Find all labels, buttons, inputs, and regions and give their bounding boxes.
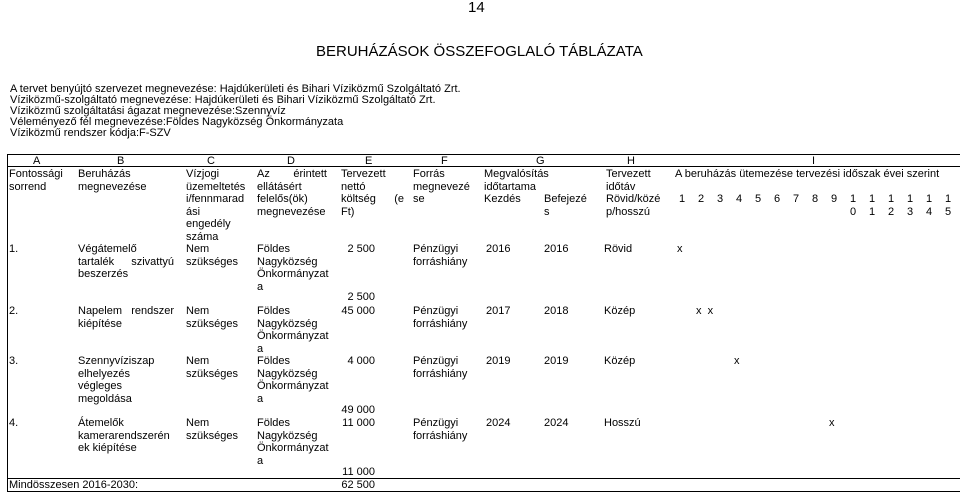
row-source: Pénzügyi forráshiány — [413, 417, 468, 442]
row-horizon: Hosszú — [604, 417, 641, 429]
column-letter-f: F — [441, 155, 448, 167]
total-label: Mindösszesen 2016-2030: — [9, 479, 139, 491]
row-start: 2017 — [486, 305, 511, 317]
row-horizon: Rövid — [604, 243, 633, 255]
row-horizon: Közép — [604, 305, 636, 317]
page-number: 14 — [468, 0, 485, 16]
year-5: 5 — [754, 193, 762, 205]
header-line-submitter: A tervet benyújtó szervezet megnevezése: Hajdúkerületi és Bihari Víziközmű Szolgáltató Zrt. — [10, 83, 461, 95]
header-responsible: Az érintett ellátásért felelős(ök) megnevezése — [257, 168, 327, 218]
row-cost: 4 000 — [347, 355, 375, 367]
header-end: Befejezé s — [544, 193, 587, 218]
page-title: BERUHÁZÁSOK ÖSSZEFOGLALÓ TÁBLÁZATA — [316, 43, 643, 60]
row-start: 2019 — [486, 355, 511, 367]
row-start: 2024 — [486, 417, 511, 429]
header-line-system-code: Víziközmű rendszer kódja:F-SZV — [10, 127, 171, 139]
header-start: Kezdés — [484, 193, 521, 205]
header-horizon: Tervezett időtáv — [606, 168, 651, 193]
row-permit: Nem szükséges — [186, 243, 238, 268]
row-cost: 2 500 — [347, 243, 375, 255]
row-schedule-marks: x — [734, 355, 740, 367]
year-13: 1 3 — [906, 193, 914, 218]
header-project-name: Beruházás megnevezése — [78, 168, 147, 193]
column-letter-a: A — [33, 155, 41, 167]
year-1: 1 — [678, 193, 686, 205]
row-project-name: Végátemelő tartalék szivattyú beszerzés — [78, 243, 174, 280]
year-7: 7 — [792, 193, 800, 205]
year-12: 1 2 — [887, 193, 895, 218]
header-horizon-sub: Rövid/közé p/hosszú — [606, 193, 661, 218]
subtotal-cost: 2 500 — [347, 291, 375, 303]
header-priority: Fontossági sorrend — [9, 168, 63, 193]
row-end: 2018 — [544, 305, 569, 317]
row-start: 2016 — [486, 243, 511, 255]
header-cost: Tervezett nettó költség (e Ft) — [341, 168, 404, 218]
year-11: 1 1 — [868, 193, 876, 218]
subtotal-cost: 11 000 — [342, 466, 375, 478]
row-project-name: Napelem rendszer kiépítése — [78, 305, 174, 330]
row-end: 2019 — [544, 355, 569, 367]
row-source: Pénzügyi forráshiány — [413, 305, 468, 330]
row-priority: 1. — [9, 243, 19, 255]
row-permit: Nem szükséges — [186, 417, 238, 442]
header-duration: Megvalósítás időtartama — [484, 168, 549, 193]
row-end: 2024 — [544, 417, 569, 429]
row-permit: Nem szükséges — [186, 355, 238, 380]
row-schedule-marks: x x — [696, 305, 714, 317]
row-project-name: Átemelők kamerarendszerén ek kiépítése — [78, 417, 170, 454]
year-4: 4 — [735, 193, 743, 205]
subtotal-cost: 49 000 — [341, 404, 375, 416]
row-source: Pénzügyi forráshiány — [413, 243, 468, 268]
row-cost: 45 000 — [341, 305, 375, 317]
year-3: 3 — [716, 193, 724, 205]
row-priority: 2. — [9, 305, 19, 317]
row-responsible: Földes Nagyközség Önkormányzat a — [257, 417, 329, 467]
row-horizon: Közép — [604, 355, 636, 367]
row-end: 2016 — [544, 243, 569, 255]
row-project-name: Szennyvíziszap elhelyezés végleges megoldása — [78, 355, 155, 405]
row-priority: 4. — [9, 417, 19, 429]
row-permit: Nem szükséges — [186, 305, 238, 330]
header-permit: Vízjogi üzemeltetés i/fennmarad ási engedély száma — [186, 168, 246, 243]
column-letter-e: E — [365, 155, 373, 167]
year-10: 1 0 — [849, 193, 857, 218]
row-source: Pénzügyi forráshiány — [413, 355, 468, 380]
row-cost: 11 000 — [342, 417, 375, 429]
year-15: 1 5 — [944, 193, 952, 218]
column-letter-g: G — [536, 155, 545, 167]
column-letter-h: H — [627, 155, 635, 167]
header-line-reviewer: Véleményező fél megnevezése:Földes Nagyközség Önkormányzata — [10, 116, 344, 128]
header-source: Forrás megnevezé se — [413, 168, 470, 205]
row-responsible: Földes Nagyközség Önkormányzat a — [257, 305, 329, 355]
header-line-sector: Víziközmű szolgáltatási ágazat megnevezése:Szennyvíz — [10, 105, 286, 117]
header-line-provider: Víziközmű-szolgáltató megnevezése: Hajdúkerületi és Bihari Víziközmű Szolgáltató Zrt. — [10, 94, 436, 106]
row-priority: 3. — [9, 355, 19, 367]
total-value: 62 500 — [341, 479, 375, 491]
column-letter-c: C — [207, 155, 215, 167]
row-responsible: Földes Nagyközség Önkormányzat a — [257, 243, 329, 293]
row-schedule-marks: x — [677, 243, 683, 255]
year-2: 2 — [697, 193, 705, 205]
year-9: 9 — [830, 193, 838, 205]
row-responsible: Földes Nagyközség Önkormányzat a — [257, 355, 329, 405]
column-letter-b: B — [117, 155, 125, 167]
row-schedule-marks: x — [829, 417, 835, 429]
column-letter-i: I — [812, 155, 816, 167]
header-schedule: A beruházás ütemezése tervezési időszak évei szerint — [675, 168, 940, 180]
column-letter-d: D — [287, 155, 295, 167]
year-14: 1 4 — [925, 193, 933, 218]
year-8: 8 — [811, 193, 819, 205]
year-6: 6 — [773, 193, 781, 205]
